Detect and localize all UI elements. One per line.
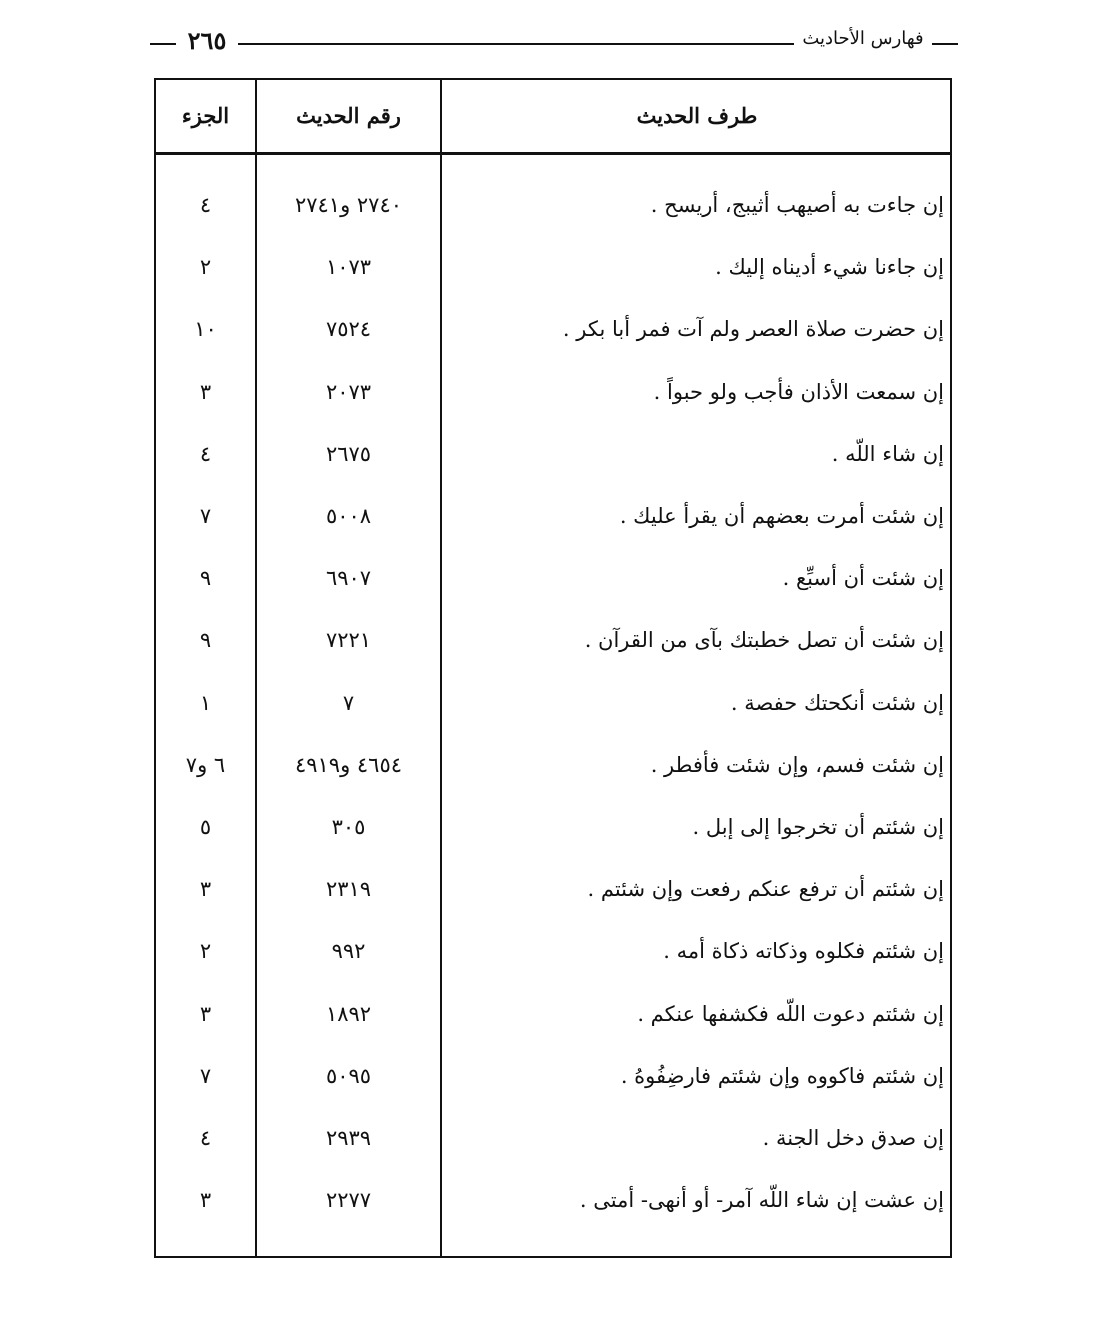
hadith-number-cell: ٥٠٠٨ [325, 504, 372, 528]
hadith-text-cell: إن شئتم فاكووه وإن شئتم فارضِفُوهُ . [620, 1063, 944, 1088]
part-cell: ٤ [199, 193, 212, 217]
hadith-index-table [154, 78, 952, 1258]
header-rule-middle [238, 43, 794, 45]
hadith-number-cell: ٧ [342, 690, 355, 715]
part-cell: ٧ [199, 504, 212, 528]
table-row [156, 298, 950, 360]
hadith-number-cell: ٢٠٧٣ [325, 379, 372, 404]
hadith-number-cell: ٧٢٢١ [325, 628, 372, 653]
hadith-text-cell: إن شئتم أن ترفع عنكم رفعت وإن شئتم . [587, 877, 944, 902]
hadith-text-cell: إن شئت أنكحتك حفصة . [730, 690, 944, 715]
part-cell: ٣ [199, 379, 212, 404]
hadith-number-cell: ٩٩٢ [331, 939, 366, 964]
part-cell: ٣ [199, 1001, 212, 1026]
table-row [156, 983, 950, 1045]
hadith-number-cell: ٤٦٥٤ و٤٩١٩ [294, 752, 403, 777]
table-row [156, 920, 950, 982]
table-row [156, 734, 950, 796]
hadith-text-cell: إن شئتم دعوت اللّه فكشفها عنكم . [637, 1001, 944, 1026]
hadith-text-cell: إن شئتم أن تخرجوا إلى إبل . [692, 815, 944, 839]
part-cell: ١٠ [194, 317, 217, 342]
hadith-number-cell: ١٠٧٣ [325, 255, 372, 280]
part-cell: ١ [199, 690, 212, 715]
hadith-text-cell: إن جاءنا شيء أديناه إليك . [715, 255, 944, 280]
part-cell: ٢ [199, 255, 212, 280]
column-header-hadith-number: رقم الحديث [296, 103, 401, 128]
table-row [156, 361, 950, 423]
part-cell: ٩ [199, 566, 212, 591]
hadith-text-cell: إن شئت أمرت بعضهم أن يقرأ عليك . [619, 504, 944, 528]
header-rule-left [150, 43, 176, 45]
hadith-text-cell: إن شئت أن أسبِّع . [782, 566, 944, 591]
table-row [156, 796, 950, 858]
column-header-hadith-text: طرف الحديث [636, 103, 758, 128]
hadith-text-cell: إن شاء اللّه . [831, 441, 944, 466]
part-cell: ٤ [199, 441, 212, 466]
hadith-number-cell: ٢٦٧٥ [325, 441, 372, 466]
page-number: ٢٦٥ [187, 26, 227, 55]
hadith-number-cell: ٣٠٥ [331, 815, 366, 839]
column-header-part: الجزء [181, 103, 230, 128]
part-cell: ٣ [199, 877, 212, 902]
hadith-text-cell: إن سمعت الأذان فأجب ولو حبواً . [653, 379, 944, 404]
part-cell: ٧ [199, 1063, 212, 1088]
part-cell: ٦ و٧ [185, 752, 226, 777]
table-row [156, 858, 950, 920]
table-row [156, 672, 950, 734]
table-row [156, 1107, 950, 1169]
part-cell: ٥ [199, 815, 212, 839]
table-header-row [156, 80, 950, 155]
hadith-number-cell: ٦٩٠٧ [325, 566, 372, 591]
part-cell: ٢ [199, 939, 212, 964]
page-header [150, 28, 958, 60]
running-title: فهارس الأحاديث [802, 28, 924, 49]
hadith-text-cell: إن شئت أن تصل خطبتك بآى من القرآن . [584, 628, 944, 653]
table-row [156, 485, 950, 547]
hadith-text-cell: إن عشت إن شاء اللّه آمر- أو أنهى- أمتى . [579, 1188, 944, 1213]
table-row [156, 1045, 950, 1107]
table-row [156, 423, 950, 485]
part-cell: ٣ [199, 1188, 212, 1213]
table-row [156, 1169, 950, 1231]
hadith-text-cell: إن شئتم فكلوه وذكاته ذكاة أمه . [663, 939, 944, 964]
hadith-number-cell: ٢٧٤٠ و٢٧٤١ [294, 193, 403, 217]
hadith-number-cell: ٧٥٢٤ [325, 317, 372, 342]
header-rule-right [932, 43, 958, 45]
hadith-number-cell: ٢٩٣٩ [325, 1126, 372, 1150]
hadith-number-cell: ٢٣١٩ [325, 877, 372, 902]
part-cell: ٩ [199, 628, 212, 653]
table-row [156, 547, 950, 609]
hadith-number-cell: ٥٠٩٥ [325, 1063, 372, 1088]
hadith-text-cell: إن حضرت صلاة العصر ولم آت فمر أبا بكر . [562, 317, 944, 342]
table-row [156, 609, 950, 671]
table-row [156, 174, 950, 236]
table-row [156, 236, 950, 298]
hadith-text-cell: إن شئت فسم، وإن شئت فأفطر . [650, 752, 944, 777]
hadith-text-cell: إن صدق دخل الجنة . [762, 1126, 944, 1150]
hadith-number-cell: ٢٢٧٧ [325, 1188, 372, 1213]
hadith-text-cell: إن جاءت به أصيهب أثيبج، أريسح . [650, 193, 944, 217]
hadith-number-cell: ١٨٩٢ [325, 1001, 372, 1026]
part-cell: ٤ [199, 1126, 212, 1150]
